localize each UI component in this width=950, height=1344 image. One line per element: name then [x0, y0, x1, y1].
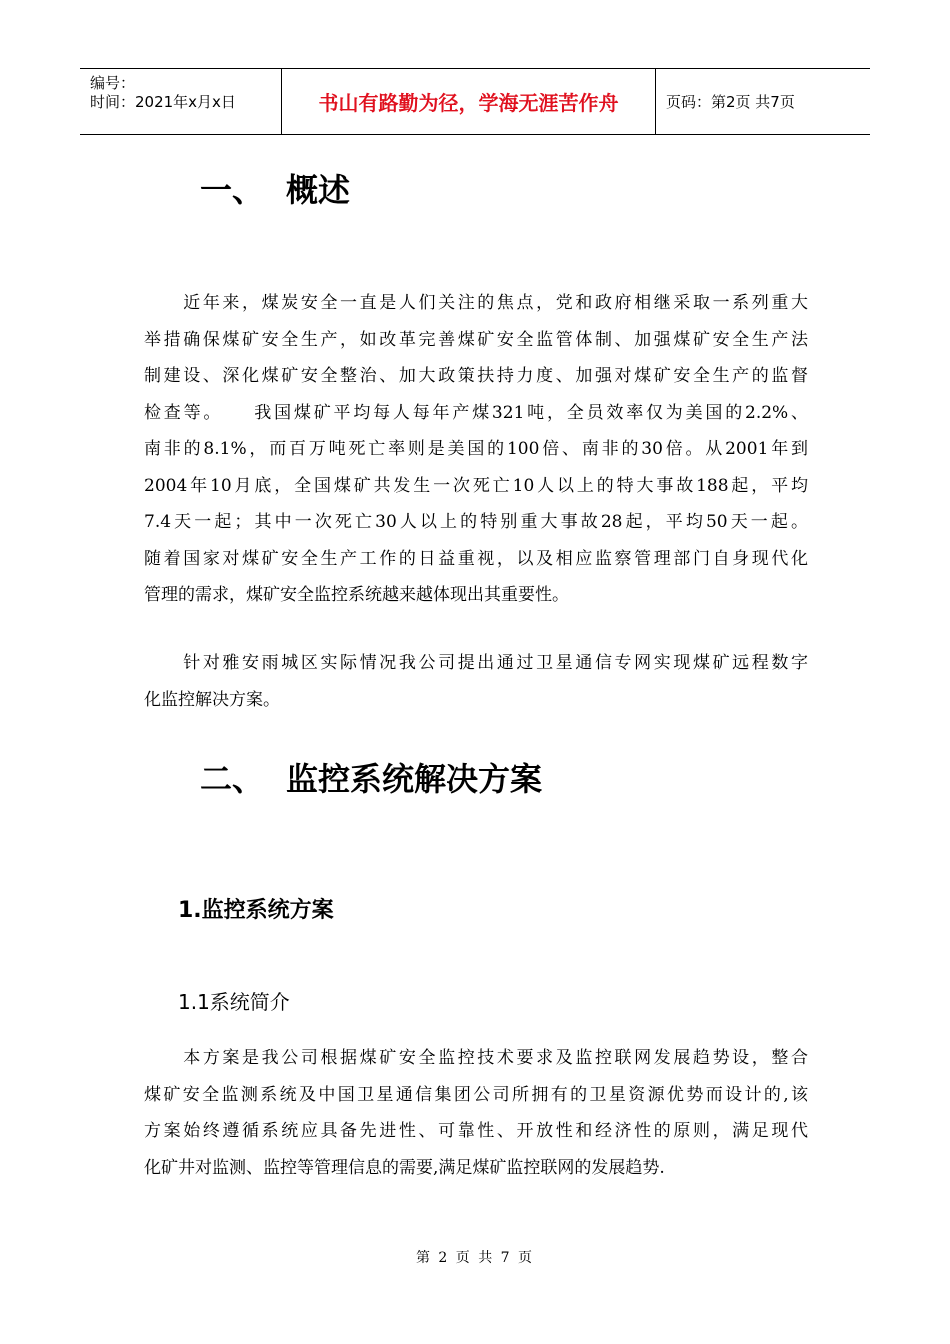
- section-1-number: 一、: [200, 171, 265, 209]
- time-label: 时间：2021年x月x日: [90, 93, 236, 111]
- number-label: 编号：: [90, 74, 136, 92]
- paragraph-line: 化监控解决方案。: [144, 689, 280, 710]
- section-2-heading: [200, 754, 542, 800]
- paragraph-line: 近年来，煤炭安全一直是人们关注的焦点，党和政府相继采取一系列重大: [144, 293, 808, 313]
- section-2-number: 二、: [200, 760, 265, 798]
- section-2-paragraph: [144, 1040, 808, 1186]
- section-1-title: 概述: [286, 171, 351, 209]
- paragraph-line: 管理的需求，煤矿安全监控系统越来越体现出其重要性。: [144, 585, 569, 605]
- paragraph-line: 举措确保煤矿安全生产，如改革完善煤矿安全监管体制、加强煤矿安全生产法: [144, 329, 808, 350]
- header-motto: 书山有路勤为径，学海无涯苦作舟: [282, 69, 656, 134]
- section-1-heading: [200, 165, 350, 211]
- paragraph-line: 方案始终遵循系统应具备先进性、可靠性、开放性和经济性的原则，满足现代: [144, 1121, 808, 1141]
- paragraph-line: 本方案是我公司根据煤矿安全监控技术要求及监控联网发展趋势设，整合: [144, 1048, 808, 1068]
- section-1-paragraph-2: [144, 645, 808, 718]
- paragraph-line: 随着国家对煤矿安全生产工作的日益重视，以及相应监察管理部门自身现代化: [144, 548, 808, 569]
- header-meta-cell: [80, 69, 282, 134]
- paragraph-line: 南非的8.1%，而百万吨死亡率则是美国的100倍、南非的30倍。从2001年到: [144, 439, 808, 459]
- header-page-info: 页码：第2页 共7页: [666, 93, 795, 111]
- document-header: [80, 68, 870, 135]
- subsection-1-1-heading: 1.1系统简介: [178, 990, 290, 1014]
- subsection-1-heading: 1.监控系统方案: [178, 898, 334, 923]
- section-1-paragraph-1: [144, 285, 808, 614]
- paragraph-line: 化矿井对监测、监控等管理信息的需要,满足煤矿监控联网的发展趋势.: [144, 1157, 665, 1178]
- paragraph-line: 检查等。 我国煤矿平均每人每年产煤321吨，全员效率仅为美国的2.2%、: [144, 402, 808, 423]
- paragraph-line: 2004年10月底，全国煤矿共发生一次死亡10人以上的特大事故188起，平均: [144, 475, 808, 496]
- page-footer: 第 2 页 共 7 页: [415, 1250, 535, 1266]
- paragraph-line: 煤矿安全监测系统及中国卫星通信集团公司所拥有的卫星资源优势而设计的,该: [144, 1084, 808, 1105]
- section-2-title: 监控系统解决方案: [286, 760, 543, 798]
- paragraph-line: 针对雅安雨城区实际情况我公司提出通过卫星通信专网实现煤矿远程数字: [144, 653, 808, 673]
- paragraph-line: 7.4天一起；其中一次死亡30人以上的特别重大事故28起，平均50天一起。: [144, 512, 808, 532]
- paragraph-line: 制建设、深化煤矿安全整治、加大政策扶持力度、加强对煤矿安全生产的监督: [144, 366, 808, 386]
